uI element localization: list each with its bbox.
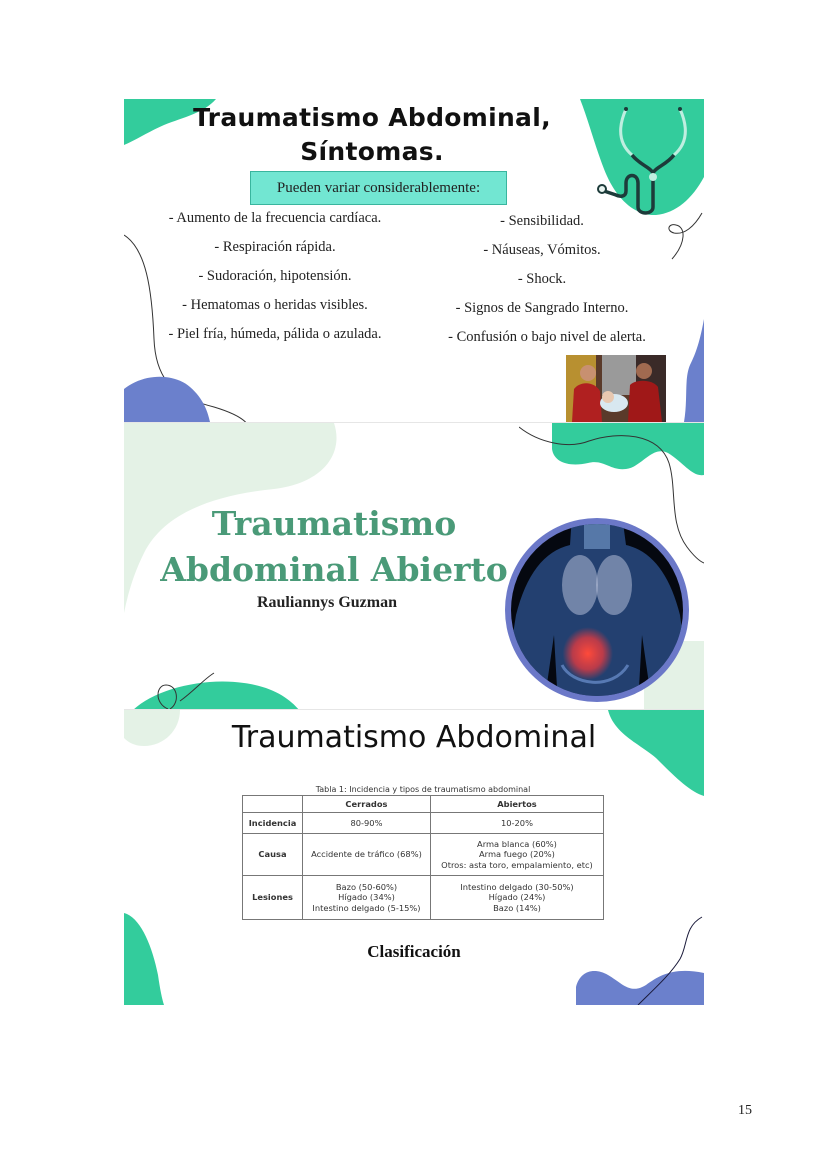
paramedics-photo xyxy=(566,355,666,422)
table-cell: Arma blanca (60%) Arma fuego (20%) Otros: asta toro, empalamiento, etc) xyxy=(430,834,603,876)
symptom-item: - Hematomas o heridas visibles. xyxy=(182,297,368,313)
table-caption: Tabla 1: Incidencia y tipos de traumatismo abdominal xyxy=(315,785,531,794)
incidence-table xyxy=(242,795,604,920)
slide-title: Traumatismo Abdominal, Síntomas. xyxy=(193,103,551,166)
teal-hill-decoration xyxy=(124,671,324,710)
symptom-item: - Piel fría, húmeda, pálida o azulada. xyxy=(168,326,382,342)
symptom-item: - Sensibilidad. xyxy=(500,213,584,229)
slide-title-abdominal-abierto xyxy=(124,422,704,710)
periwinkle-blob-decoration xyxy=(124,369,224,422)
table-cell: Intestino delgado (30-50%) Hígado (24%) Bazo (14%) xyxy=(430,876,603,920)
subtitle-box: Pueden variar considerablemente: xyxy=(250,171,507,205)
row-label: Causa xyxy=(243,834,303,876)
curl-line-decoration xyxy=(664,209,704,269)
table-cell: Accidente de tráfico (68%) xyxy=(303,834,431,876)
symptom-item: - Signos de Sangrado Interno. xyxy=(455,300,629,316)
xray-torso-illustration xyxy=(502,515,692,705)
slide-title: Traumatismo Abdominal xyxy=(231,720,597,755)
section-subheading: Clasificación xyxy=(367,942,461,961)
symptom-item: - Aumento de la frecuencia cardíaca. xyxy=(168,210,382,226)
symptom-item: - Confusión o bajo nivel de alerta. xyxy=(448,329,646,345)
table-cell: Bazo (50-60%) Hígado (34%) Intestino delgado (5-15%) xyxy=(303,876,431,920)
table-header: Cerrados xyxy=(303,796,431,813)
table-row xyxy=(243,876,604,920)
page-number: 15 xyxy=(738,1103,752,1118)
table-row xyxy=(243,834,604,876)
symptom-item: - Náuseas, Vómitos. xyxy=(483,242,601,258)
author-name: Rauliannys Guzman xyxy=(256,594,398,611)
table-header: Abiertos xyxy=(430,796,603,813)
symptom-item: - Sudoración, hipotensión. xyxy=(198,268,352,284)
symptom-item: - Respiración rápida. xyxy=(214,239,336,255)
table-row xyxy=(243,813,604,834)
row-label: Incidencia xyxy=(243,813,303,834)
slide-symptoms xyxy=(124,99,704,422)
row-label: Lesiones xyxy=(243,876,303,920)
slide-table xyxy=(124,709,704,1005)
table-header xyxy=(243,796,303,813)
table-header-row xyxy=(243,796,604,813)
table-cell: 10-20% xyxy=(430,813,603,834)
table-cell: 80-90% xyxy=(303,813,431,834)
slide-title: Traumatismo Abdominal Abierto xyxy=(160,504,508,589)
symptom-item: - Shock. xyxy=(517,271,567,287)
